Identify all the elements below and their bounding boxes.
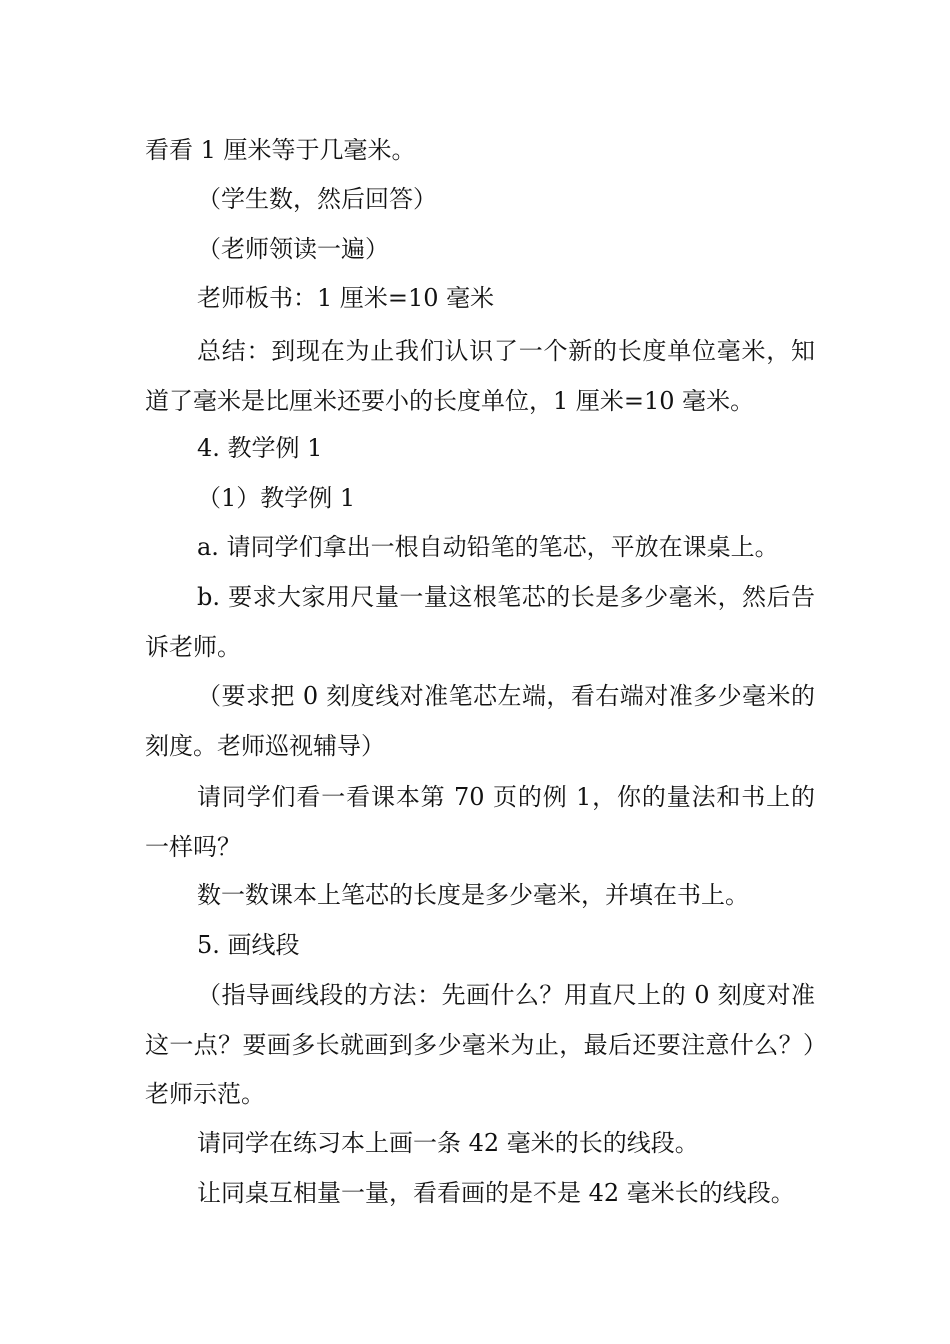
paragraph-14: （指导画线段的方法：先画什么？用直尺上的 0 刻度对准这一点？要画多长就画到多少毫米为止，最后还要注意什么？）老师示范。 [145, 981, 815, 1108]
paragraph-16: 让同桌互相量一量，看看画的是不是 42 毫米长的线段。 [197, 1179, 795, 1207]
paragraph-15: 请同学在练习本上画一条 42 毫米的长的线段。 [197, 1129, 699, 1157]
paragraph-13: 5. 画线段 [197, 931, 300, 959]
paragraph-4: 老师板书：1 厘米=10 毫米 [197, 284, 495, 312]
paragraph-3: （老师领读一遍） [197, 235, 389, 263]
paragraph-12: 数一数课本上笔芯的长度是多少毫米，并填在书上。 [197, 881, 749, 909]
paragraph-1: 看看 1 厘米等于几毫米。 [145, 136, 416, 164]
paragraph-10: （要求把 0 刻度线对准笔芯左端，看右端对准多少毫米的刻度。老师巡视辅导） [145, 682, 815, 760]
paragraph-7: （1）教学例 1 [197, 484, 356, 512]
paragraph-9: b. 要求大家用尺量一量这根笔芯的长是多少毫米，然后告诉老师。 [145, 583, 815, 661]
paragraph-6: 4. 教学例 1 [197, 434, 323, 462]
paragraph-11: 请同学们看一看课本第 70 页的例 1，你的量法和书上的一样吗？ [145, 783, 815, 861]
paragraph-2: （学生数，然后回答） [197, 185, 437, 213]
paragraph-5: 总结：到现在为止我们认识了一个新的长度单位毫米，知道了毫米是比厘米还要小的长度单位，1 厘米=10 毫米。 [145, 337, 815, 415]
paragraph-8: a. 请同学们拿出一根自动铅笔的笔芯，平放在课桌上。 [197, 533, 779, 561]
